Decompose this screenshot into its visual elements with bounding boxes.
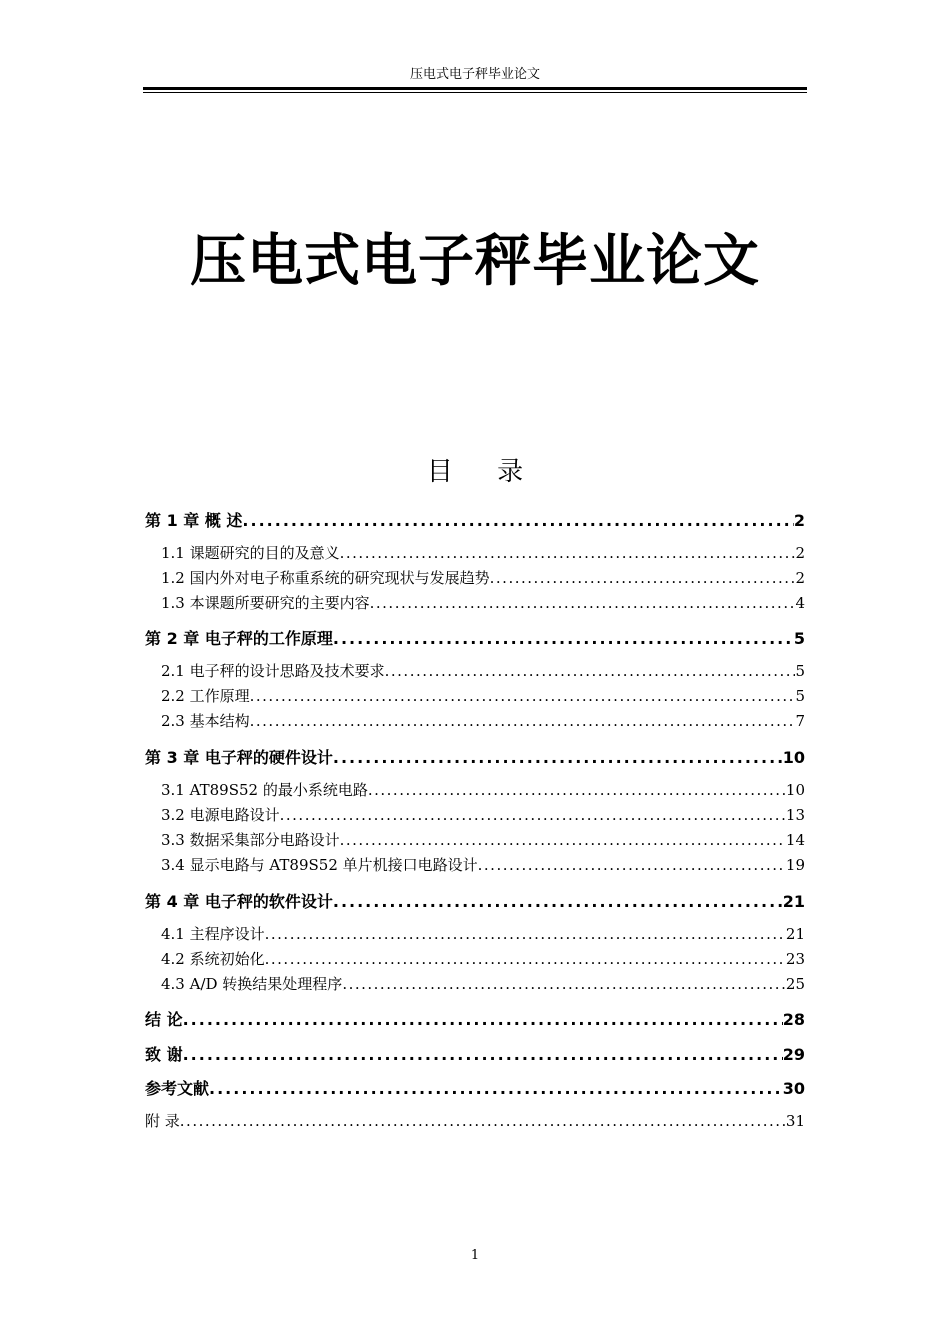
toc-entry[interactable]	[161, 685, 805, 707]
toc-entry-page: 30	[782, 1079, 805, 1098]
toc-entry-page: 31	[785, 1112, 805, 1130]
toc-entry-page: 2	[795, 569, 805, 587]
toc-entry-page: 10	[785, 781, 805, 799]
toc-entry-page: 14	[785, 831, 805, 849]
toc-entry-label: 2.1 电子秤的设计思路及技术要求	[161, 662, 385, 680]
toc-entry[interactable]	[145, 745, 805, 767]
toc-entry-page: 5	[795, 662, 805, 680]
toc-dot-leader	[370, 594, 796, 612]
toc-entry-label: 1.2 国内外对电子称重系统的研究现状与发展趋势	[161, 569, 490, 587]
toc-dot-leader	[280, 806, 786, 824]
toc-dot-leader	[209, 1079, 783, 1098]
toc-dot-leader	[342, 975, 786, 993]
toc-entry[interactable]	[145, 1007, 805, 1029]
toc-entry[interactable]	[161, 804, 805, 826]
header-text: 压电式电子秤毕业论文	[409, 67, 540, 82]
toc-entry-label: 1.1 课题研究的目的及意义	[161, 544, 340, 562]
toc-entry[interactable]	[161, 923, 805, 945]
toc-entry[interactable]	[161, 829, 805, 851]
toc-entry[interactable]	[145, 508, 805, 530]
toc-entry-page: 10	[782, 748, 805, 767]
header-rule-thick	[143, 87, 807, 90]
toc-entry-label: 第 3 章 电子秤的硬件设计	[145, 748, 333, 767]
toc-entry-page: 19	[785, 856, 805, 874]
toc-dot-leader	[265, 925, 786, 943]
document-title: 压电式电子秤毕业论文	[190, 229, 760, 294]
toc-dot-leader	[250, 712, 796, 730]
toc-dot-leader	[183, 1045, 783, 1064]
toc-entry[interactable]	[161, 567, 805, 589]
toc-entry-page: 2	[793, 511, 805, 530]
toc-dot-leader	[180, 1112, 786, 1130]
toc-entry[interactable]	[161, 710, 805, 732]
toc-entry-page: 23	[785, 950, 805, 968]
toc-entry[interactable]	[145, 1110, 805, 1132]
toc-entry-label: 2.2 工作原理	[161, 687, 250, 705]
toc-entry-label: 参考文献	[145, 1079, 210, 1098]
toc-dot-leader	[250, 687, 796, 705]
toc-dot-leader	[242, 511, 793, 530]
page-number: 1	[470, 1248, 480, 1263]
toc-heading: 目 录	[426, 457, 542, 487]
toc-entry-label: 3.1 AT89S52 的最小系统电路	[161, 781, 368, 799]
toc-dot-leader	[333, 629, 794, 648]
toc-entry-page: 7	[795, 712, 805, 730]
toc-entry-label: 附 录	[145, 1112, 180, 1130]
toc-entry[interactable]	[161, 592, 805, 614]
toc-entry-label: 致 谢	[145, 1045, 183, 1064]
toc-dot-leader	[333, 748, 783, 767]
toc-entry-label: 4.2 系统初始化	[161, 950, 265, 968]
toc-entry-label: 第 4 章 电子秤的软件设计	[145, 892, 333, 911]
toc-entry[interactable]	[145, 1042, 805, 1064]
toc-dot-leader	[385, 662, 796, 680]
toc-entry[interactable]	[145, 889, 805, 911]
toc-dot-leader	[368, 781, 786, 799]
toc-entry-label: 2.3 基本结构	[161, 712, 250, 730]
toc-entry-page: 2	[795, 544, 805, 562]
toc-entry-label: 结 论	[145, 1010, 183, 1029]
toc-entry-page: 28	[782, 1010, 805, 1029]
toc-entry-page: 21	[785, 925, 805, 943]
toc-entry-page: 29	[782, 1045, 805, 1064]
header-rule-thin	[143, 92, 807, 93]
toc-entry-label: 3.3 数据采集部分电路设计	[161, 831, 340, 849]
toc-entry[interactable]	[145, 1076, 805, 1098]
toc-dot-leader	[340, 544, 796, 562]
toc-dot-leader	[265, 950, 786, 968]
toc-entry-page: 21	[782, 892, 805, 911]
toc-entry[interactable]	[161, 779, 805, 801]
toc-entry[interactable]	[161, 660, 805, 682]
toc-entry[interactable]	[161, 948, 805, 970]
toc-dot-leader	[340, 831, 786, 849]
toc-dot-leader	[478, 856, 786, 874]
toc-entry-label: 3.4 显示电路与 AT89S52 单片机接口电路设计	[161, 856, 478, 874]
toc-entry-page: 5	[793, 629, 805, 648]
toc-entry-page: 4	[795, 594, 805, 612]
toc-entry[interactable]	[161, 854, 805, 876]
toc-entry-label: 3.2 电源电路设计	[161, 806, 280, 824]
toc-entry[interactable]	[161, 542, 805, 564]
toc-dot-leader	[333, 892, 783, 911]
toc-dot-leader	[490, 569, 796, 587]
page-header	[143, 66, 807, 93]
toc-entry-label: 4.1 主程序设计	[161, 925, 265, 943]
toc-entry-label: 1.3 本课题所要研究的主要内容	[161, 594, 370, 612]
toc-entry-label: 第 1 章 概 述	[145, 511, 243, 530]
toc-entry-page: 13	[785, 806, 805, 824]
toc-dot-leader	[183, 1010, 783, 1029]
toc-entry[interactable]	[161, 973, 805, 995]
toc-entry-label: 第 2 章 电子秤的工作原理	[145, 629, 333, 648]
toc-entry-page: 25	[785, 975, 805, 993]
toc-entry[interactable]	[145, 626, 805, 648]
toc-entry-label: 4.3 A/D 转换结果处理程序	[161, 975, 343, 993]
toc-entry-page: 5	[795, 687, 805, 705]
